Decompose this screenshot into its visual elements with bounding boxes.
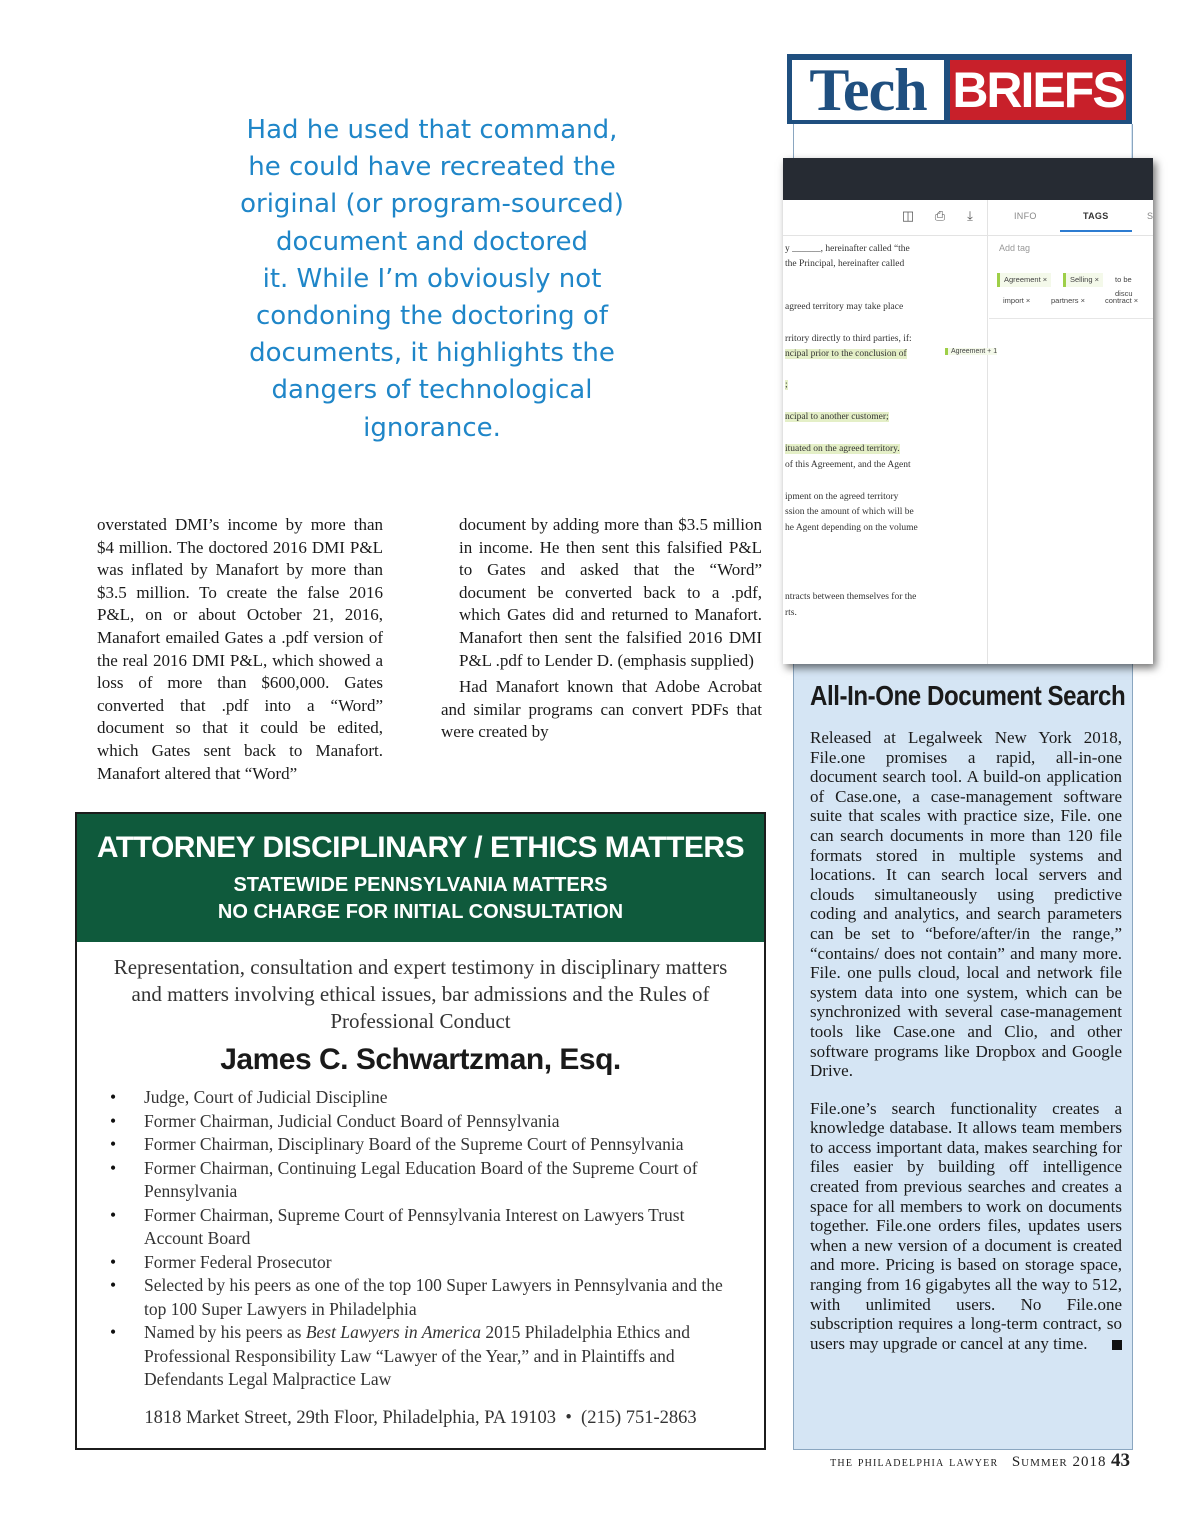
tech-briefs-paragraph-text: File.one’s search functionality creates a knowledge database. It allows team members to access important data, makes searching for files easier by building off intelligence created from previous searches and creates a space for all members to work on documents together. File.one orders files, updates users when a new version of a document is created and more. Pricing is based on storage space, ranging from 16 gigabytes all the way to 512, with unlimited users. No File.one subscription requires a long-term contract, so users may upgrade or cancel at any time. — [810, 1098, 1122, 1353]
article-paragraph: overstated DMI’s income by more than $4 million. The doctored 2016 DMI P&L was inflated by Manafort by more than $3.5 million. To create the false 2016 P&L, on or about October 21, 2016, Manafort emailed Gates a .pdf version of the real 2016 DMI P&L, which showed a loss of more than $600,000. Gates converted that .pdf into a “Word” document so that it could be edited, which Gates sent back to Manafort. Manafort altered that “Word” — [97, 515, 383, 783]
document-line: he Agent depending on the volume — [785, 523, 918, 533]
tag-chip: Agreement × — [997, 273, 1051, 287]
attorney-ad — [75, 812, 766, 1450]
tag-label: partners — [1051, 296, 1079, 305]
tech-briefs-logo-briefs: BRIEFS — [950, 60, 1126, 120]
tab-info: INFO — [1014, 211, 1037, 221]
magazine-name: the philadelphia lawyer — [830, 1455, 999, 1470]
document-line-highlighted: ; — [785, 380, 788, 390]
pull-quote-line: documents, it highlights the — [249, 338, 615, 369]
document-line: ssion the amount of which will be — [785, 507, 914, 517]
tag-chip: import × — [1003, 296, 1031, 305]
tech-briefs-body — [810, 728, 1122, 1353]
pull-quote-line: dangers of technological — [271, 375, 593, 406]
download-icon: ⤓ — [967, 208, 973, 223]
document-line: of this Agreement, and the Agent — [785, 460, 911, 470]
credential-item — [107, 1321, 747, 1392]
tag-chip — [1111, 273, 1153, 298]
pull-quote-line: document and doctored — [275, 226, 589, 257]
issue-date: Summer 2018 — [1011, 1454, 1107, 1470]
document-line: ntracts between themselves for the — [785, 592, 917, 602]
bullet-separator: • — [565, 1408, 572, 1428]
tags-divider — [989, 318, 1153, 319]
document-line: the Principal, hereinafter called — [785, 259, 905, 269]
ad-subheadline: NO CHARGE FOR INITIAL CONSULTATION — [217, 901, 624, 923]
tag-label: Selling — [1070, 275, 1093, 284]
annotation-chip: Agreement + 1 — [945, 348, 997, 355]
file-one-screenshot — [783, 158, 1153, 664]
article-paragraph: document by adding more than $3.5 million in income. He then sent this falsified P&L to Gates and asked that the “Word” document be converted back to a .pdf, which Gates did and returned to Manafort. Manafort then sent the falsified 2016 DMI P&L .pdf to Lender D. (emphasis supplied) — [459, 515, 762, 670]
credential-text: 2015 Philadelphia Ethics and Professional Responsibility Law “Lawyer of the Year,” and in Plaintiffs and Defendants Legal Malpractice Law — [144, 1322, 690, 1389]
tag-chip: contract × — [1105, 296, 1139, 305]
pull-quote-line: Had he used that command, — [246, 115, 618, 145]
ad-address: 1818 Market Street, 29th Floor, Philadelphia, PA 19103 — [144, 1408, 557, 1428]
tech-briefs-title: All-In-One Document Search — [810, 680, 1126, 711]
pull-quote-line: condoning the doctoring of — [255, 301, 608, 332]
tag-label: import — [1003, 296, 1024, 305]
pane-divider — [987, 200, 988, 664]
credential-item: • Former Federal Prosecutor — [107, 1251, 747, 1275]
document-line-highlighted: ituated on the agreed territory. — [785, 444, 900, 454]
print-icon: ⎙ — [934, 208, 946, 223]
document-line-highlighted: ncipal to another customer; — [785, 412, 889, 422]
pull-quote — [222, 112, 642, 447]
credential-item: • Former Chairman, Disciplinary Board of the Supreme Court of Pennsylvania — [107, 1133, 747, 1157]
tag-label: contract — [1105, 296, 1132, 305]
screenshot-title-bar — [783, 158, 1153, 200]
ad-attorney-name: James C. Schwartzman, Esq. — [220, 1043, 621, 1076]
credential-text: Named by his peers as — [144, 1322, 306, 1342]
add-tag-field: Add tag — [999, 243, 1031, 253]
document-line: ipment on the agreed territory — [785, 492, 899, 502]
tech-briefs-paragraph: Released at Legalweek New York 2018, File.one promises a rapid, all-in-one document search tool. A build-on application of Case.one, a case-management software suite that scales with practice size, File. one can search documents in more than 120 file formats stored in multiple systems and locations. It can search local servers and clouds simultaneously using predictive coding and analytics, and search parameters can be set to “before/after/in the range,” “contains/ does not contain” and many more. File. one pulls cloud, local and network file system data into one system, which can be synchronized with several case-management tools like Case.one and Clio, and other software programs like Dropbox and Google Drive. — [810, 728, 1122, 1081]
document-line: rritory directly to third parties, if: — [785, 334, 912, 344]
tab-extra: S — [1147, 211, 1153, 221]
ad-subheadline: STATEWIDE PENNSYLVANIA MATTERS — [233, 874, 608, 896]
article-column-2 — [441, 514, 762, 744]
ad-phone: (215) 751-2863 — [581, 1408, 697, 1428]
pull-quote-line: he could have recreated the — [248, 152, 616, 183]
credential-item: • Former Chairman, Continuing Legal Education Board of the Supreme Court of Pennsylvania — [107, 1157, 747, 1204]
pull-quote-line: original (or program-sourced) — [240, 189, 624, 220]
page-number: 43 — [1111, 1450, 1130, 1471]
tab-indicator — [1060, 230, 1132, 232]
credential-item: • Former Chairman, Judicial Conduct Board of Pennsylvania — [107, 1110, 747, 1134]
ad-intro: Representation, consultation and expert testimony in disciplinary matters and matters involving ethical issues, bar admissions and the Rules of Professional Conduct — [113, 955, 728, 1033]
end-mark-icon — [1112, 1340, 1122, 1350]
ad-headline: ATTORNEY DISCIPLINARY / ETHICS MATTERS — [96, 831, 745, 864]
credential-italic: Best Lawyers in America — [305, 1322, 481, 1342]
document-line: y ______, hereinafter called “the — [785, 244, 910, 254]
ad-header — [77, 814, 764, 942]
article-paragraph: Had Manafort known that Adobe Acrobat and similar programs can convert PDFs that were created by — [441, 677, 762, 742]
document-line-highlighted: ncipal prior to the conclusion of — [785, 349, 907, 359]
tag-label: to be discu — [1115, 275, 1133, 298]
ad-contact — [77, 1406, 764, 1430]
credential-item: • Former Chairman, Supreme Court of Pennsylvania Interest on Lawyers Trust Account Board — [107, 1204, 747, 1251]
print-preview-icon: ◫ — [901, 208, 915, 223]
tag-chip: Selling × — [1063, 273, 1103, 287]
tech-briefs-logo-tech: Tech — [792, 60, 944, 120]
page-footer — [790, 1450, 1130, 1472]
document-line: agreed territory may take place — [785, 302, 904, 312]
article-column-1 — [97, 514, 383, 785]
tech-briefs-panel-top — [794, 124, 1131, 158]
tech-briefs-paragraph — [810, 1099, 1122, 1354]
credential-item: • Judge, Court of Judicial Discipline — [107, 1086, 747, 1110]
ad-credentials-list — [107, 1086, 747, 1392]
toolbar-divider — [783, 235, 1153, 236]
credential-item: • Selected by his peers as one of the top 100 Super Lawyers in Pennsylvania and the top 100 Super Lawyers in Philadelphia — [107, 1274, 747, 1321]
tab-tags: TAGS — [1083, 211, 1109, 221]
pull-quote-line: ignorance. — [363, 412, 501, 443]
tag-chip: partners × — [1051, 296, 1085, 305]
tag-label: Agreement — [1004, 275, 1041, 284]
document-line: rts. — [785, 608, 797, 618]
pull-quote-line: it. While I’m obviously not — [262, 263, 602, 294]
